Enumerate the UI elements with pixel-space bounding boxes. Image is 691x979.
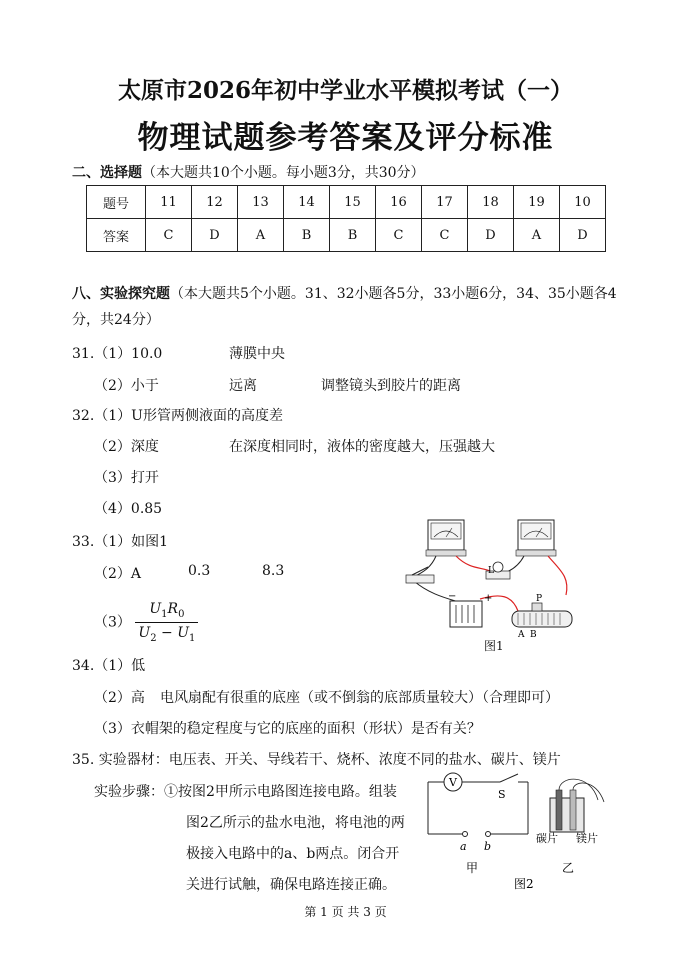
rheostat-icon	[512, 603, 572, 627]
table-row-numbers	[87, 186, 606, 219]
table-header-number: 题号	[87, 186, 146, 219]
q32-part3: （3）打开	[94, 470, 159, 486]
q32-part4: （4）0.85	[94, 501, 163, 517]
label-A: A	[518, 630, 525, 640]
formula-denominator: $U_2 - U_1$	[138, 624, 196, 644]
answer-table	[86, 185, 606, 252]
q31-part1-answer: 薄膜中央	[229, 346, 285, 362]
q35-steps-line3: 极接入电路中的a、b两点。闭合开	[186, 846, 400, 862]
answer-key-title: 物理试题参考答案及评分标准	[137, 120, 554, 156]
table-cell: 18	[468, 186, 514, 219]
formula-numerator: $U_1R_0$	[135, 601, 198, 623]
q33-part2-resistance: 8.3	[262, 563, 285, 579]
fig2-S: S	[498, 788, 506, 801]
q32-part2-answer: 在深度相同时，液体的密度越大，压强越大	[229, 439, 495, 455]
table-cell: D	[468, 219, 514, 252]
section-2-title: 二、选择题	[72, 165, 142, 181]
beaker-icon	[550, 779, 604, 832]
section-2-note: （本大题共10个小题。每小题3分，共30分）	[142, 165, 425, 181]
fig2-b: b	[484, 840, 492, 853]
table-row-answers	[87, 219, 606, 252]
table-cell: 13	[238, 186, 284, 219]
table-cell: B	[330, 219, 376, 252]
exam-title: 太原市2026年初中学业水平模拟考试（一）	[117, 77, 573, 104]
fig2-V: V	[449, 776, 457, 789]
q34-part2: （2）高	[94, 690, 145, 706]
section-8-heading	[72, 283, 617, 303]
table-cell: C	[376, 219, 422, 252]
q33-part1: 33.（1）如图1	[72, 534, 169, 550]
figure-2-caption: 图2	[514, 877, 534, 890]
q31-part2-answer-b: 远离	[229, 378, 257, 394]
q33-part2-current: 0.3	[188, 563, 211, 579]
q33-formula	[135, 601, 198, 644]
voltmeter-icon	[426, 520, 466, 556]
table-cell: 12	[192, 186, 238, 219]
switch-symbol-icon	[500, 774, 518, 782]
section-8-note-cont: 分，共24分）	[72, 312, 160, 328]
table-cell: C	[422, 219, 468, 252]
ammeter-icon	[516, 520, 556, 556]
label-minus: −	[448, 591, 457, 602]
figure-1-circuit	[400, 515, 600, 655]
label-plus: +	[484, 593, 493, 604]
q35-steps-line2: 图2乙所示的盐水电池，将电池的两	[186, 815, 405, 831]
table-cell: D	[192, 219, 238, 252]
fig2-jia: 甲	[466, 861, 479, 875]
fig2-a: a	[460, 840, 467, 853]
table-cell: D	[560, 219, 606, 252]
table-cell: A	[514, 219, 560, 252]
table-cell: 11	[146, 186, 192, 219]
figure-1-caption: 图1	[484, 639, 504, 653]
table-header-answer: 答案	[87, 219, 146, 252]
label-P: P	[536, 594, 543, 604]
label-L: L	[488, 566, 494, 576]
q31-part2-answer-c: 调整镜头到胶片的距离	[321, 378, 461, 394]
section-2-heading	[72, 162, 425, 182]
q34-part3: （3）衣帽架的稳定程度与它的底座的面积（形状）是否有关？	[94, 721, 481, 737]
q31-part1: 31.（1）10.0	[72, 346, 163, 362]
q33-part2: （2）A	[94, 566, 142, 582]
q31-part2: （2）小于	[94, 378, 159, 394]
table-cell: 14	[284, 186, 330, 219]
section-8-title: 八、实验探究题	[72, 286, 170, 302]
table-cell: 10	[560, 186, 606, 219]
fig2-yi: 乙	[562, 861, 575, 875]
q32-part2: （2）深度	[94, 439, 159, 455]
q32-part1: 32.（1）U形管两侧液面的高度差	[72, 408, 283, 424]
label-B: B	[530, 630, 537, 640]
q33-part3	[94, 601, 198, 644]
q34-part2-answer: 电风扇配有很重的底座（或不倒翁的底部质量较大）（合理即可）	[160, 690, 559, 706]
q33-part3-label: （3）	[94, 614, 131, 631]
page-footer: 第 1 页 共 3 页	[304, 905, 387, 919]
figure-2-circuit	[420, 770, 620, 890]
table-cell: C	[146, 219, 192, 252]
table-cell: 15	[330, 186, 376, 219]
q35-materials: 35. 实验器材：电压表、开关、导线若干、烧杯、浓度不同的盐水、碳片、镁片	[72, 752, 561, 768]
table-cell: 17	[422, 186, 468, 219]
switch-icon	[406, 567, 434, 583]
q35-steps-line4: 关进行试触，确保电路连接正确。	[186, 877, 396, 893]
battery-icon	[450, 601, 482, 627]
table-cell: 16	[376, 186, 422, 219]
section-8-note: （本大题共5个小题。31、32小题各5分，33小题6分，34、35小题各4	[170, 286, 617, 302]
fig2-carbon: 碳片	[536, 832, 558, 845]
fig2-mg: 镁片	[576, 832, 598, 845]
table-cell: B	[284, 219, 330, 252]
table-cell: 19	[514, 186, 560, 219]
table-cell: A	[238, 219, 284, 252]
q34-part1: 34.（1）低	[72, 658, 146, 674]
q35-steps-line1: 实验步骤：①按图2甲所示电路图连接电路。组装	[94, 784, 397, 800]
